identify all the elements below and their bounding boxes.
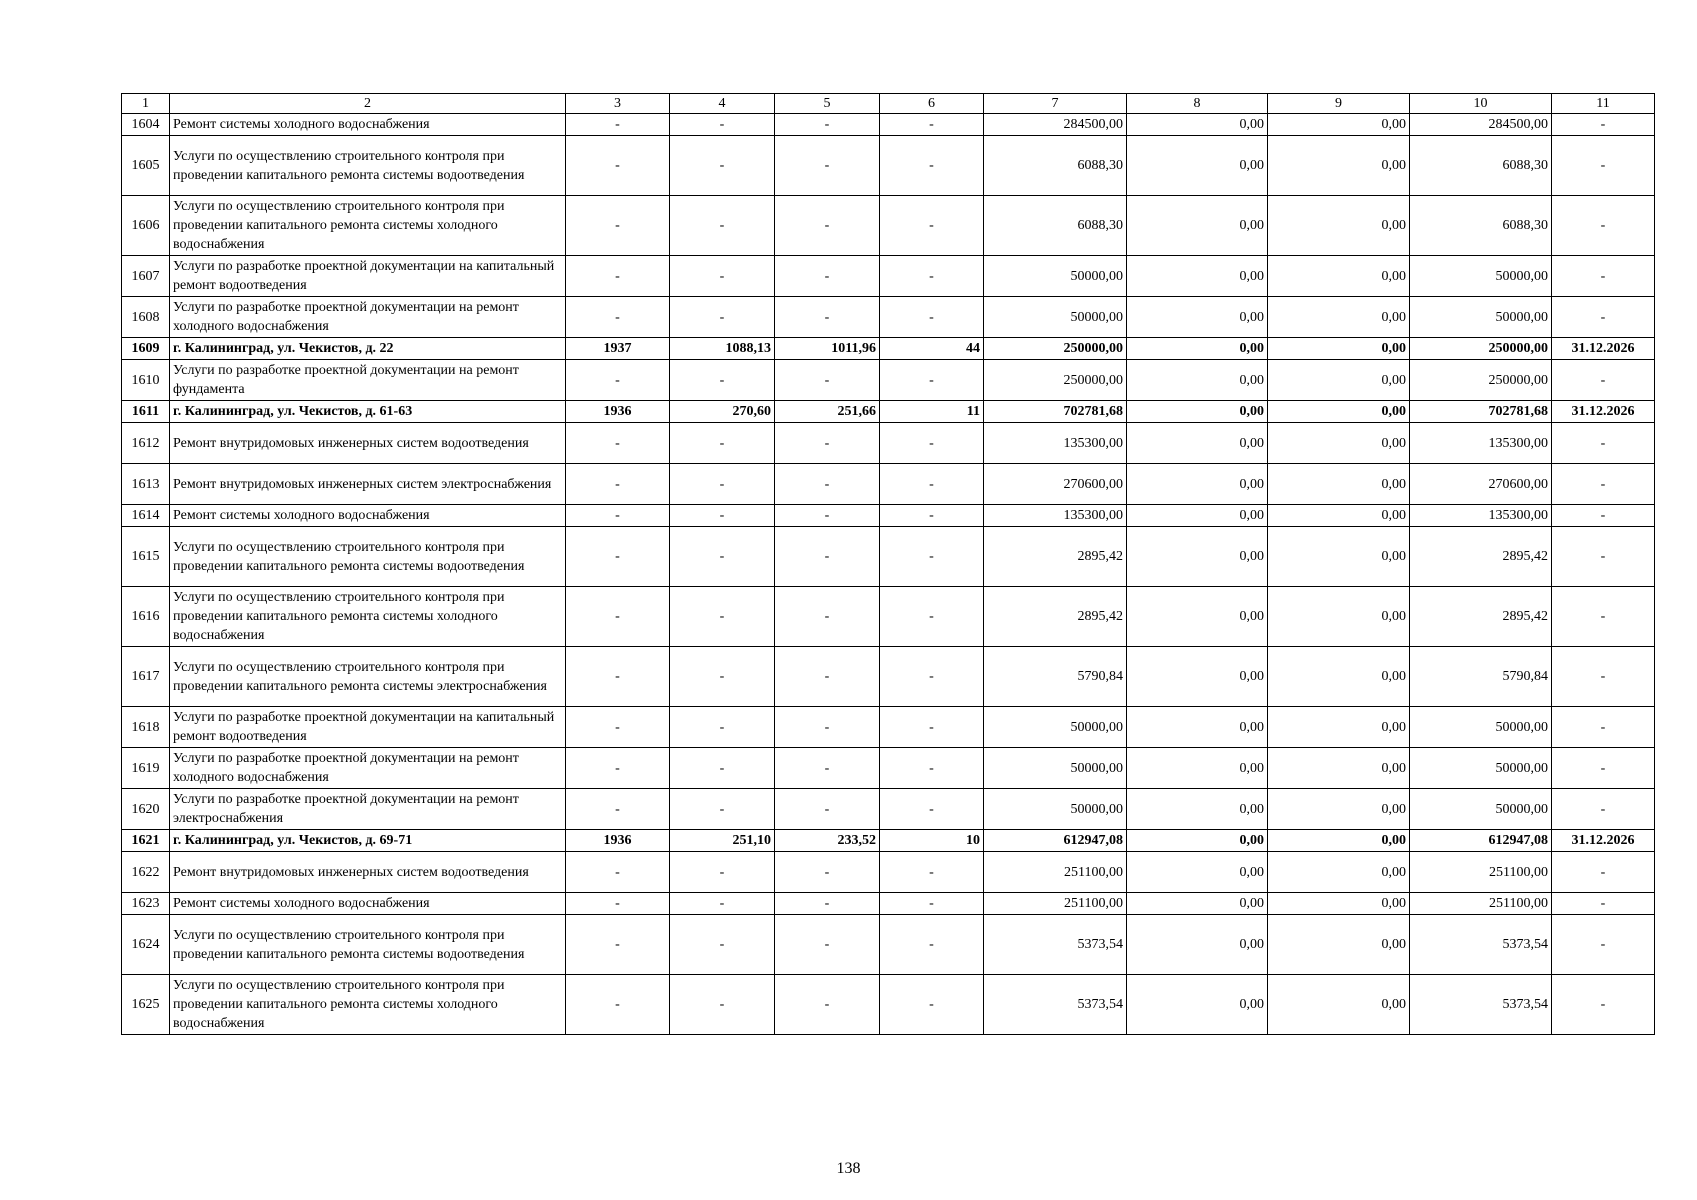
- total-area-cell: 251,10: [670, 830, 775, 852]
- residents-count-cell: -: [880, 647, 984, 707]
- cost-col-10-cell: 250000,00: [1410, 338, 1552, 360]
- work-description-cell: Услуги по разработке проектной документации на ремонт холодного водоснабжения: [170, 297, 566, 338]
- total-cost-cell: 50000,00: [984, 707, 1127, 748]
- year-built-cell: -: [566, 256, 670, 297]
- living-area-cell: -: [775, 136, 880, 196]
- row-number-cell: 1619: [122, 748, 170, 789]
- column-number: 8: [1127, 94, 1268, 114]
- deadline-cell: -: [1552, 587, 1655, 647]
- cost-col-10-cell: 5790,84: [1410, 647, 1552, 707]
- cost-col-8-cell: 0,00: [1127, 338, 1268, 360]
- cost-col-10-cell: 135300,00: [1410, 423, 1552, 464]
- work-description-cell: Услуги по осуществлению строительного контроля при проведении капитального ремонта системы водоотведения: [170, 136, 566, 196]
- cost-col-10-cell: 702781,68: [1410, 401, 1552, 423]
- table-row: [122, 114, 1655, 136]
- column-number: 5: [775, 94, 880, 114]
- residents-count-cell: -: [880, 789, 984, 830]
- cost-col-10-cell: 50000,00: [1410, 297, 1552, 338]
- total-cost-cell: 250000,00: [984, 338, 1127, 360]
- year-built-cell: -: [566, 707, 670, 748]
- residents-count-cell: -: [880, 852, 984, 893]
- living-area-cell: -: [775, 647, 880, 707]
- work-description-cell: Ремонт системы холодного водоснабжения: [170, 893, 566, 915]
- residents-count-cell: -: [880, 136, 984, 196]
- living-area-cell: 233,52: [775, 830, 880, 852]
- year-built-cell: -: [566, 114, 670, 136]
- work-description-cell: Ремонт системы холодного водоснабжения: [170, 505, 566, 527]
- table-row: [122, 587, 1655, 647]
- total-cost-cell: 50000,00: [984, 789, 1127, 830]
- residents-count-cell: -: [880, 893, 984, 915]
- cost-col-8-cell: 0,00: [1127, 975, 1268, 1035]
- living-area-cell: 251,66: [775, 401, 880, 423]
- deadline-cell: 31.12.2026: [1552, 338, 1655, 360]
- cost-col-8-cell: 0,00: [1127, 893, 1268, 915]
- year-built-cell: -: [566, 893, 670, 915]
- cost-col-8-cell: 0,00: [1127, 852, 1268, 893]
- residents-count-cell: -: [880, 464, 984, 505]
- residents-count-cell: -: [880, 915, 984, 975]
- cost-col-9-cell: 0,00: [1268, 423, 1410, 464]
- residents-count-cell: -: [880, 423, 984, 464]
- year-built-cell: -: [566, 975, 670, 1035]
- cost-col-9-cell: 0,00: [1268, 338, 1410, 360]
- row-number-cell: 1604: [122, 114, 170, 136]
- cost-col-10-cell: 135300,00: [1410, 505, 1552, 527]
- year-built-cell: -: [566, 464, 670, 505]
- deadline-cell: -: [1552, 136, 1655, 196]
- work-description-cell: Услуги по осуществлению строительного контроля при проведении капитального ремонта системы холодного водоснабжения: [170, 196, 566, 256]
- residents-count-cell: -: [880, 748, 984, 789]
- deadline-cell: -: [1552, 789, 1655, 830]
- total-cost-cell: 50000,00: [984, 297, 1127, 338]
- cost-col-10-cell: 2895,42: [1410, 587, 1552, 647]
- deadline-cell: -: [1552, 707, 1655, 748]
- work-description-cell: Услуги по осуществлению строительного контроля при проведении капитального ремонта системы электроснабжения: [170, 647, 566, 707]
- table-row: [122, 464, 1655, 505]
- cost-col-9-cell: 0,00: [1268, 114, 1410, 136]
- column-number-row: [122, 94, 1655, 114]
- address-row: [122, 338, 1655, 360]
- year-built-cell: 1936: [566, 401, 670, 423]
- cost-col-9-cell: 0,00: [1268, 136, 1410, 196]
- cost-col-8-cell: 0,00: [1127, 423, 1268, 464]
- total-cost-cell: 6088,30: [984, 136, 1127, 196]
- deadline-cell: -: [1552, 114, 1655, 136]
- cost-col-9-cell: 0,00: [1268, 975, 1410, 1035]
- residents-count-cell: 44: [880, 338, 984, 360]
- cost-col-9-cell: 0,00: [1268, 893, 1410, 915]
- residents-count-cell: -: [880, 360, 984, 401]
- work-description-cell: Услуги по осуществлению строительного контроля при проведении капитального ремонта системы холодного водоснабжения: [170, 975, 566, 1035]
- cost-col-9-cell: 0,00: [1268, 830, 1410, 852]
- living-area-cell: -: [775, 915, 880, 975]
- total-cost-cell: 702781,68: [984, 401, 1127, 423]
- work-description-cell: Ремонт внутридомовых инженерных систем водоотведения: [170, 852, 566, 893]
- cost-col-9-cell: 0,00: [1268, 748, 1410, 789]
- cost-col-8-cell: 0,00: [1127, 360, 1268, 401]
- year-built-cell: -: [566, 423, 670, 464]
- year-built-cell: -: [566, 587, 670, 647]
- row-number-cell: 1616: [122, 587, 170, 647]
- total-cost-cell: 5373,54: [984, 975, 1127, 1035]
- work-description-cell: Ремонт системы холодного водоснабжения: [170, 114, 566, 136]
- deadline-cell: 31.12.2026: [1552, 401, 1655, 423]
- deadline-cell: -: [1552, 297, 1655, 338]
- living-area-cell: -: [775, 256, 880, 297]
- year-built-cell: -: [566, 748, 670, 789]
- total-area-cell: -: [670, 196, 775, 256]
- work-description-cell: Услуги по осуществлению строительного контроля при проведении капитального ремонта системы холодного водоснабжения: [170, 587, 566, 647]
- cost-col-9-cell: 0,00: [1268, 915, 1410, 975]
- deadline-cell: -: [1552, 423, 1655, 464]
- residents-count-cell: 10: [880, 830, 984, 852]
- total-area-cell: -: [670, 360, 775, 401]
- cost-col-10-cell: 5373,54: [1410, 975, 1552, 1035]
- work-description-cell: Услуги по разработке проектной документации на ремонт фундамента: [170, 360, 566, 401]
- cost-col-10-cell: 50000,00: [1410, 707, 1552, 748]
- page-number: 138: [836, 1160, 861, 1177]
- work-description-cell: Ремонт внутридомовых инженерных систем водоотведения: [170, 423, 566, 464]
- row-number-cell: 1617: [122, 647, 170, 707]
- living-area-cell: -: [775, 505, 880, 527]
- cost-col-9-cell: 0,00: [1268, 852, 1410, 893]
- living-area-cell: -: [775, 852, 880, 893]
- work-description-cell: Услуги по осуществлению строительного контроля при проведении капитального ремонта системы водоотведения: [170, 527, 566, 587]
- total-area-cell: -: [670, 748, 775, 789]
- deadline-cell: -: [1552, 915, 1655, 975]
- total-cost-cell: 2895,42: [984, 587, 1127, 647]
- row-number-cell: 1608: [122, 297, 170, 338]
- repair-program-table: [121, 93, 1655, 1035]
- year-built-cell: -: [566, 789, 670, 830]
- living-area-cell: -: [775, 114, 880, 136]
- table-row: [122, 297, 1655, 338]
- year-built-cell: 1937: [566, 338, 670, 360]
- cost-col-10-cell: 612947,08: [1410, 830, 1552, 852]
- living-area-cell: 1011,96: [775, 338, 880, 360]
- deadline-cell: -: [1552, 893, 1655, 915]
- cost-col-9-cell: 0,00: [1268, 196, 1410, 256]
- residents-count-cell: -: [880, 196, 984, 256]
- deadline-cell: -: [1552, 852, 1655, 893]
- residents-count-cell: -: [880, 114, 984, 136]
- row-number-cell: 1625: [122, 975, 170, 1035]
- deadline-cell: -: [1552, 527, 1655, 587]
- work-description-cell: Услуги по осуществлению строительного контроля при проведении капитального ремонта системы водоотведения: [170, 915, 566, 975]
- row-number-cell: 1618: [122, 707, 170, 748]
- cost-col-10-cell: 270600,00: [1410, 464, 1552, 505]
- cost-col-9-cell: 0,00: [1268, 401, 1410, 423]
- table-row: [122, 789, 1655, 830]
- deadline-cell: -: [1552, 360, 1655, 401]
- work-description-cell: Услуги по разработке проектной документации на ремонт холодного водоснабжения: [170, 748, 566, 789]
- table-row: [122, 975, 1655, 1035]
- total-area-cell: -: [670, 505, 775, 527]
- total-area-cell: 270,60: [670, 401, 775, 423]
- row-number-cell: 1607: [122, 256, 170, 297]
- total-cost-cell: 5790,84: [984, 647, 1127, 707]
- cost-col-8-cell: 0,00: [1127, 256, 1268, 297]
- residents-count-cell: -: [880, 587, 984, 647]
- column-number: 6: [880, 94, 984, 114]
- work-description-cell: Услуги по разработке проектной документации на капитальный ремонт водоотведения: [170, 707, 566, 748]
- total-cost-cell: 5373,54: [984, 915, 1127, 975]
- year-built-cell: -: [566, 527, 670, 587]
- work-description-cell: Услуги по разработке проектной документации на ремонт электроснабжения: [170, 789, 566, 830]
- table-row: [122, 707, 1655, 748]
- total-cost-cell: 251100,00: [984, 893, 1127, 915]
- year-built-cell: -: [566, 196, 670, 256]
- total-cost-cell: 50000,00: [984, 748, 1127, 789]
- row-number-cell: 1612: [122, 423, 170, 464]
- cost-col-9-cell: 0,00: [1268, 360, 1410, 401]
- year-built-cell: -: [566, 136, 670, 196]
- total-cost-cell: 50000,00: [984, 256, 1127, 297]
- cost-col-9-cell: 0,00: [1268, 789, 1410, 830]
- table-row: [122, 915, 1655, 975]
- living-area-cell: -: [775, 975, 880, 1035]
- row-number-cell: 1622: [122, 852, 170, 893]
- cost-col-8-cell: 0,00: [1127, 527, 1268, 587]
- column-number: 9: [1268, 94, 1410, 114]
- row-number-cell: 1611: [122, 401, 170, 423]
- cost-col-9-cell: 0,00: [1268, 464, 1410, 505]
- total-area-cell: -: [670, 893, 775, 915]
- total-cost-cell: 270600,00: [984, 464, 1127, 505]
- living-area-cell: -: [775, 297, 880, 338]
- total-cost-cell: 2895,42: [984, 527, 1127, 587]
- residents-count-cell: -: [880, 256, 984, 297]
- deadline-cell: -: [1552, 505, 1655, 527]
- total-area-cell: -: [670, 852, 775, 893]
- column-number: 1: [122, 94, 170, 114]
- cost-col-8-cell: 0,00: [1127, 789, 1268, 830]
- year-built-cell: -: [566, 915, 670, 975]
- cost-col-9-cell: 0,00: [1268, 707, 1410, 748]
- residents-count-cell: 11: [880, 401, 984, 423]
- living-area-cell: -: [775, 527, 880, 587]
- total-area-cell: -: [670, 915, 775, 975]
- cost-col-9-cell: 0,00: [1268, 256, 1410, 297]
- cost-col-8-cell: 0,00: [1127, 647, 1268, 707]
- cost-col-8-cell: 0,00: [1127, 915, 1268, 975]
- total-cost-cell: 135300,00: [984, 505, 1127, 527]
- total-cost-cell: 6088,30: [984, 196, 1127, 256]
- cost-col-9-cell: 0,00: [1268, 587, 1410, 647]
- living-area-cell: -: [775, 707, 880, 748]
- row-number-cell: 1620: [122, 789, 170, 830]
- deadline-cell: -: [1552, 975, 1655, 1035]
- total-area-cell: -: [670, 464, 775, 505]
- total-area-cell: -: [670, 114, 775, 136]
- cost-col-10-cell: 50000,00: [1410, 789, 1552, 830]
- cost-col-8-cell: 0,00: [1127, 114, 1268, 136]
- deadline-cell: -: [1552, 464, 1655, 505]
- column-number: 10: [1410, 94, 1552, 114]
- total-area-cell: 1088,13: [670, 338, 775, 360]
- table-row: [122, 748, 1655, 789]
- deadline-cell: -: [1552, 256, 1655, 297]
- work-description-cell: г. Калининград, ул. Чекистов, д. 69-71: [170, 830, 566, 852]
- cost-col-10-cell: 50000,00: [1410, 748, 1552, 789]
- living-area-cell: -: [775, 748, 880, 789]
- total-cost-cell: 612947,08: [984, 830, 1127, 852]
- cost-col-10-cell: 6088,30: [1410, 136, 1552, 196]
- total-area-cell: -: [670, 707, 775, 748]
- deadline-cell: -: [1552, 647, 1655, 707]
- column-number: 7: [984, 94, 1127, 114]
- cost-col-8-cell: 0,00: [1127, 136, 1268, 196]
- row-number-cell: 1623: [122, 893, 170, 915]
- cost-col-8-cell: 0,00: [1127, 587, 1268, 647]
- total-area-cell: -: [670, 587, 775, 647]
- cost-col-10-cell: 250000,00: [1410, 360, 1552, 401]
- residents-count-cell: -: [880, 975, 984, 1035]
- year-built-cell: -: [566, 297, 670, 338]
- living-area-cell: -: [775, 360, 880, 401]
- table-row: [122, 505, 1655, 527]
- total-cost-cell: 284500,00: [984, 114, 1127, 136]
- table-row: [122, 196, 1655, 256]
- living-area-cell: -: [775, 196, 880, 256]
- deadline-cell: 31.12.2026: [1552, 830, 1655, 852]
- row-number-cell: 1614: [122, 505, 170, 527]
- table-row: [122, 893, 1655, 915]
- table-body: [122, 114, 1655, 1035]
- total-area-cell: -: [670, 789, 775, 830]
- column-number: 2: [170, 94, 566, 114]
- year-built-cell: 1936: [566, 830, 670, 852]
- total-area-cell: -: [670, 256, 775, 297]
- year-built-cell: -: [566, 852, 670, 893]
- living-area-cell: -: [775, 789, 880, 830]
- row-number-cell: 1610: [122, 360, 170, 401]
- cost-col-8-cell: 0,00: [1127, 196, 1268, 256]
- work-description-cell: г. Калининград, ул. Чекистов, д. 22: [170, 338, 566, 360]
- cost-col-8-cell: 0,00: [1127, 505, 1268, 527]
- total-area-cell: -: [670, 975, 775, 1035]
- total-cost-cell: 251100,00: [984, 852, 1127, 893]
- residents-count-cell: -: [880, 505, 984, 527]
- residents-count-cell: -: [880, 297, 984, 338]
- total-cost-cell: 250000,00: [984, 360, 1127, 401]
- total-cost-cell: 135300,00: [984, 423, 1127, 464]
- cost-col-8-cell: 0,00: [1127, 401, 1268, 423]
- work-description-cell: Ремонт внутридомовых инженерных систем электроснабжения: [170, 464, 566, 505]
- column-number: 4: [670, 94, 775, 114]
- deadline-cell: -: [1552, 196, 1655, 256]
- living-area-cell: -: [775, 464, 880, 505]
- cost-col-8-cell: 0,00: [1127, 464, 1268, 505]
- cost-col-8-cell: 0,00: [1127, 707, 1268, 748]
- total-area-cell: -: [670, 647, 775, 707]
- table-row: [122, 256, 1655, 297]
- cost-col-10-cell: 5373,54: [1410, 915, 1552, 975]
- cost-col-9-cell: 0,00: [1268, 297, 1410, 338]
- address-row: [122, 401, 1655, 423]
- year-built-cell: -: [566, 505, 670, 527]
- cost-col-8-cell: 0,00: [1127, 748, 1268, 789]
- row-number-cell: 1613: [122, 464, 170, 505]
- cost-col-10-cell: 251100,00: [1410, 852, 1552, 893]
- address-row: [122, 830, 1655, 852]
- row-number-cell: 1605: [122, 136, 170, 196]
- row-number-cell: 1624: [122, 915, 170, 975]
- table-row: [122, 527, 1655, 587]
- row-number-cell: 1615: [122, 527, 170, 587]
- living-area-cell: -: [775, 423, 880, 464]
- living-area-cell: -: [775, 893, 880, 915]
- living-area-cell: -: [775, 587, 880, 647]
- work-description-cell: г. Калининград, ул. Чекистов, д. 61-63: [170, 401, 566, 423]
- residents-count-cell: -: [880, 527, 984, 587]
- cost-col-10-cell: 2895,42: [1410, 527, 1552, 587]
- total-area-cell: -: [670, 297, 775, 338]
- cost-col-8-cell: 0,00: [1127, 830, 1268, 852]
- cost-col-10-cell: 50000,00: [1410, 256, 1552, 297]
- deadline-cell: -: [1552, 748, 1655, 789]
- table-row: [122, 360, 1655, 401]
- row-number-cell: 1606: [122, 196, 170, 256]
- cost-col-10-cell: 6088,30: [1410, 196, 1552, 256]
- cost-col-8-cell: 0,00: [1127, 297, 1268, 338]
- cost-col-9-cell: 0,00: [1268, 505, 1410, 527]
- residents-count-cell: -: [880, 707, 984, 748]
- column-number: 3: [566, 94, 670, 114]
- cost-col-9-cell: 0,00: [1268, 527, 1410, 587]
- year-built-cell: -: [566, 360, 670, 401]
- table-row: [122, 423, 1655, 464]
- cost-col-10-cell: 251100,00: [1410, 893, 1552, 915]
- column-number: 11: [1552, 94, 1655, 114]
- table-row: [122, 136, 1655, 196]
- table-row: [122, 647, 1655, 707]
- total-area-cell: -: [670, 527, 775, 587]
- row-number-cell: 1621: [122, 830, 170, 852]
- total-area-cell: -: [670, 136, 775, 196]
- row-number-cell: 1609: [122, 338, 170, 360]
- year-built-cell: -: [566, 647, 670, 707]
- cost-col-9-cell: 0,00: [1268, 647, 1410, 707]
- cost-col-10-cell: 284500,00: [1410, 114, 1552, 136]
- table-row: [122, 852, 1655, 893]
- total-area-cell: -: [670, 423, 775, 464]
- work-description-cell: Услуги по разработке проектной документации на капитальный ремонт водоотведения: [170, 256, 566, 297]
